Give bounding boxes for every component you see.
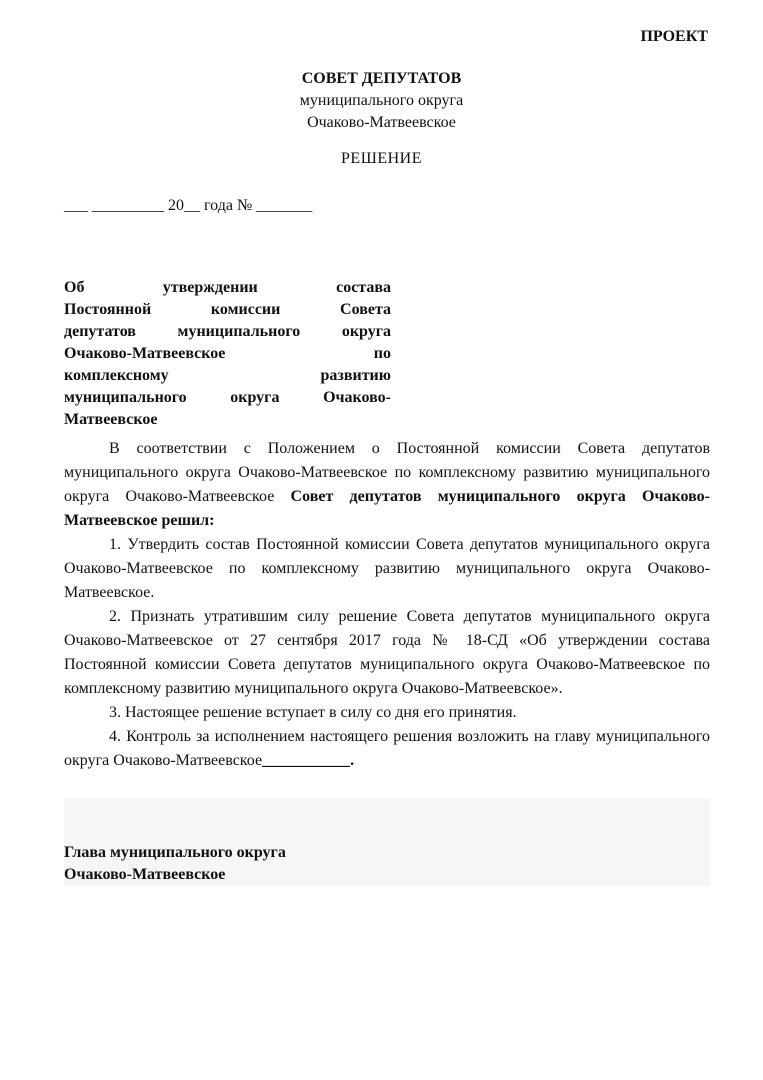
item-3: 3. Настоящее решение вступает в силу со дня его принятия. xyxy=(109,704,517,721)
organization-name: СОВЕТ ДЕПУТАТОВ xyxy=(301,70,462,87)
intro-paragraph xyxy=(64,437,710,533)
intro-resolution: Совет депутатов муниципального округа Очаково-Матвеевское решил: xyxy=(64,488,710,529)
organization-district: Очаково-Матвеевское xyxy=(307,114,456,131)
subject-line: комплексному развитию xyxy=(64,367,391,384)
intro-text: В соответствии с Положением о Постоянной комиссии Совета депутатов муниципального округа Очаково-Матвеевское по комплексному развитию муниципального округа Очаково-Матвеевское xyxy=(64,440,710,505)
date-number-line: ___ _________ 20__ года № _______ xyxy=(64,197,313,214)
subject-line: муниципального округа Очаково- xyxy=(64,389,391,406)
decision-subject xyxy=(64,277,391,431)
subject-line: Матвеевское xyxy=(64,411,158,428)
decision-title: РЕШЕНИЕ xyxy=(341,150,422,167)
item-4 xyxy=(64,725,710,773)
item-4-blank: ___________. xyxy=(262,752,355,769)
item-4-text: 4. Контроль за исполнением настоящего решения возложить на главу муниципального округа Очаково-Матвеевское xyxy=(64,728,710,769)
signature-district: Очаково-Матвеевское xyxy=(64,866,226,883)
subject-line: депутатов муниципального округа xyxy=(64,323,391,340)
signature-block xyxy=(64,842,286,886)
item-2: 2. Признать утратившим силу решение Совета депутатов муниципального округа Очаково-Матвеевское от 27 сентября 2017 года № 18-СД «Об утверждении состава Постоянной комиссии Совета депутатов муниципального округа Очаково-Матвеевское по комплексному развитию муниципального округа Очаково-Матвеевское». xyxy=(64,608,710,697)
decision-body xyxy=(64,437,710,773)
item-1: 1. Утвердить состав Постоянной комиссии Совета депутатов муниципального округа Очаково-Матвеевское по комплексному развитию муниципального округа Очаково-Матвеевское. xyxy=(64,536,710,601)
subject-line: Об утверждении состава xyxy=(64,279,391,296)
subject-line: Постоянной комиссии Совета xyxy=(64,301,391,318)
subject-line: Очаково-Матвеевское по xyxy=(64,345,391,362)
organization-subtitle: муниципального округа xyxy=(299,92,464,109)
document-header xyxy=(0,68,763,134)
signature-title: Глава муниципального округа xyxy=(64,844,286,861)
draft-stamp: ПРОЕКТ xyxy=(640,28,708,45)
